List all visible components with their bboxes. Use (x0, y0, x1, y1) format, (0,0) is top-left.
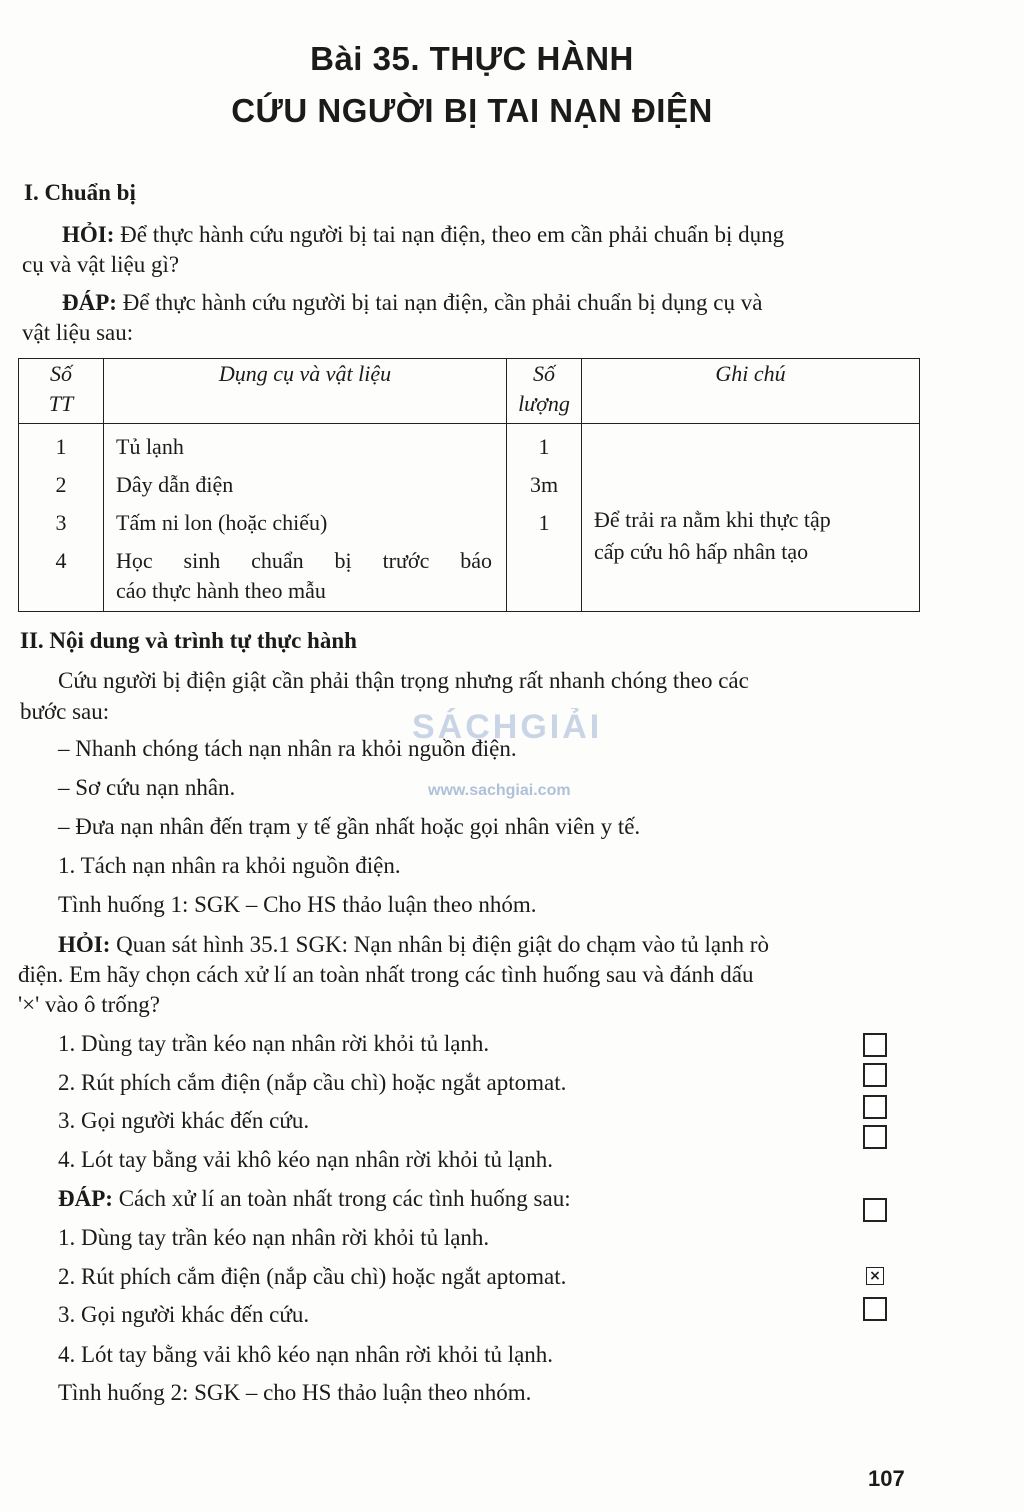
section2-question (58, 930, 769, 960)
table-cell: 3 (55, 510, 67, 535)
tools-column (104, 424, 507, 612)
case1-text: Tình huống 1: SGK – Cho HS thảo luận theo nhóm. (58, 892, 537, 917)
section2-question-cont2: '×' vào ô trống? (18, 992, 160, 1017)
table-cell: Học sinh chuẩn bị trước báo (116, 548, 492, 573)
table-body-row (19, 424, 920, 612)
checkbox-option-3[interactable] (863, 1095, 887, 1119)
header-stt-line1: Số (50, 361, 72, 386)
watermark-url: www.sachgiai.com (428, 782, 571, 799)
header-qty-line1: Số (533, 361, 555, 386)
list-item: 4. Lót tay bằng vải khô kéo nạn nhân rời khỏi tủ lạnh. (58, 1342, 554, 1367)
answer-text: Cách xử lí an toàn nhất trong các tình huống sau: (112, 1186, 571, 1211)
header-stt-line2: TT (48, 391, 74, 416)
question-label: HỎI: (62, 222, 115, 247)
page-number: 107 (868, 1466, 905, 1491)
table-cell: Dây dẫn điện (116, 472, 234, 497)
note-line1: Để trải ra nằm khi thực tập (594, 507, 831, 532)
section1-heading: I. Chuẩn bị (24, 180, 136, 205)
table-cell: 2 (55, 472, 67, 497)
lesson-title-line1: Bài 35. THỰC HÀNH (310, 40, 634, 77)
header-qty-line2: lượng (518, 391, 570, 416)
list-item: 1. Dùng tay trần kéo nạn nhân rời khỏi tủ lạnh. (58, 1031, 490, 1056)
list-item: 1. Dùng tay trần kéo nạn nhân rời khỏi tủ lạnh. (58, 1225, 490, 1250)
checkbox-answer-3[interactable] (863, 1297, 887, 1321)
note-line2: cấp cứu hô hấp nhân tạo (594, 539, 809, 564)
header-note-text: Ghi chú (715, 361, 786, 386)
table-cell: 1 (55, 434, 67, 459)
stt-column (19, 424, 104, 612)
header-note (582, 359, 920, 424)
list-item: – Sơ cứu nạn nhân. (58, 775, 236, 800)
qty-column (507, 424, 582, 612)
answer-label: ĐÁP: (62, 290, 117, 315)
header-tools-text: Dụng cụ và vật liệu (218, 361, 392, 386)
section2-answer (58, 1184, 571, 1214)
subheading-separate: 1. Tách nạn nhân ra khỏi nguồn điện. (58, 853, 401, 878)
list-item: 2. Rút phích cắm điện (nắp cầu chì) hoặc ngắt aptomat. (58, 1264, 567, 1289)
list-item: 4. Lót tay bằng vải khô kéo nạn nhân rời khỏi tủ lạnh. (58, 1147, 554, 1172)
table-cell: Tấm ni lon (hoặc chiếu) (116, 510, 328, 535)
table-header-row (19, 359, 920, 424)
header-stt (19, 359, 104, 424)
answer-text: Để thực hành cứu người bị tai nạn điện, cần phải chuẩn bị dụng cụ và (116, 290, 763, 315)
checkbox-option-1[interactable] (863, 1033, 887, 1057)
question-text: Để thực hành cứu người bị tai nạn điện, theo em cần phải chuẩn bị dụng (114, 222, 785, 247)
header-tools (104, 359, 507, 424)
section2-intro: Cứu người bị điện giật cần phải thận trọng nhưng rất nhanh chóng theo các (58, 668, 749, 693)
materials-table (18, 358, 920, 612)
table-cell: cáo thực hành theo mẫu (116, 578, 326, 603)
checkbox-answer-2-checked[interactable]: × (866, 1267, 884, 1285)
case2-text: Tình huống 2: SGK – cho HS thảo luận theo nhóm. (58, 1380, 532, 1405)
section2-heading: II. Nội dung và trình tự thực hành (20, 628, 357, 653)
table-cell: 1 (538, 434, 550, 459)
list-item: 3. Gọi người khác đến cứu. (58, 1108, 310, 1133)
section1-answer (62, 288, 762, 318)
watermark-logo: SÁCHGIẢI (412, 708, 603, 746)
section2-question-cont: điện. Em hãy chọn cách xử lí an toàn nhất trong các tình huống sau và đánh dấu (18, 962, 754, 987)
checkbox-option-4[interactable] (863, 1125, 887, 1149)
answer-label: ĐÁP: (58, 1186, 113, 1211)
checkbox-answer-1[interactable] (863, 1198, 887, 1222)
list-item: 3. Gọi người khác đến cứu. (58, 1302, 310, 1327)
checkbox-option-2[interactable] (863, 1063, 887, 1087)
table-cell: 4 (55, 548, 67, 573)
question-text: Quan sát hình 35.1 SGK: Nạn nhân bị điện giật do chạm vào tủ lạnh rò (110, 932, 769, 957)
table-cell: Tủ lạnh (116, 434, 184, 459)
list-item: – Đưa nạn nhân đến trạm y tế gần nhất hoặc gọi nhân viên y tế. (58, 814, 641, 839)
note-column (582, 424, 920, 612)
section2-intro-cont: bước sau: (20, 699, 110, 724)
section1-question (62, 220, 784, 250)
header-qty (507, 359, 582, 424)
list-item: – Nhanh chóng tách nạn nhân ra khỏi nguồn điện. (58, 736, 517, 761)
table-cell: 3m (529, 472, 559, 497)
section1-question-cont: cụ và vật liệu gì? (22, 252, 180, 277)
list-item: 2. Rút phích cắm điện (nắp cầu chì) hoặc ngắt aptomat. (58, 1070, 567, 1095)
section1-answer-cont: vật liệu sau: (22, 320, 134, 345)
question-label: HỎI: (58, 932, 111, 957)
table-cell: 1 (538, 510, 550, 535)
lesson-title-line2: CỨU NGƯỜI BỊ TAI NẠN ĐIỆN (231, 92, 713, 129)
